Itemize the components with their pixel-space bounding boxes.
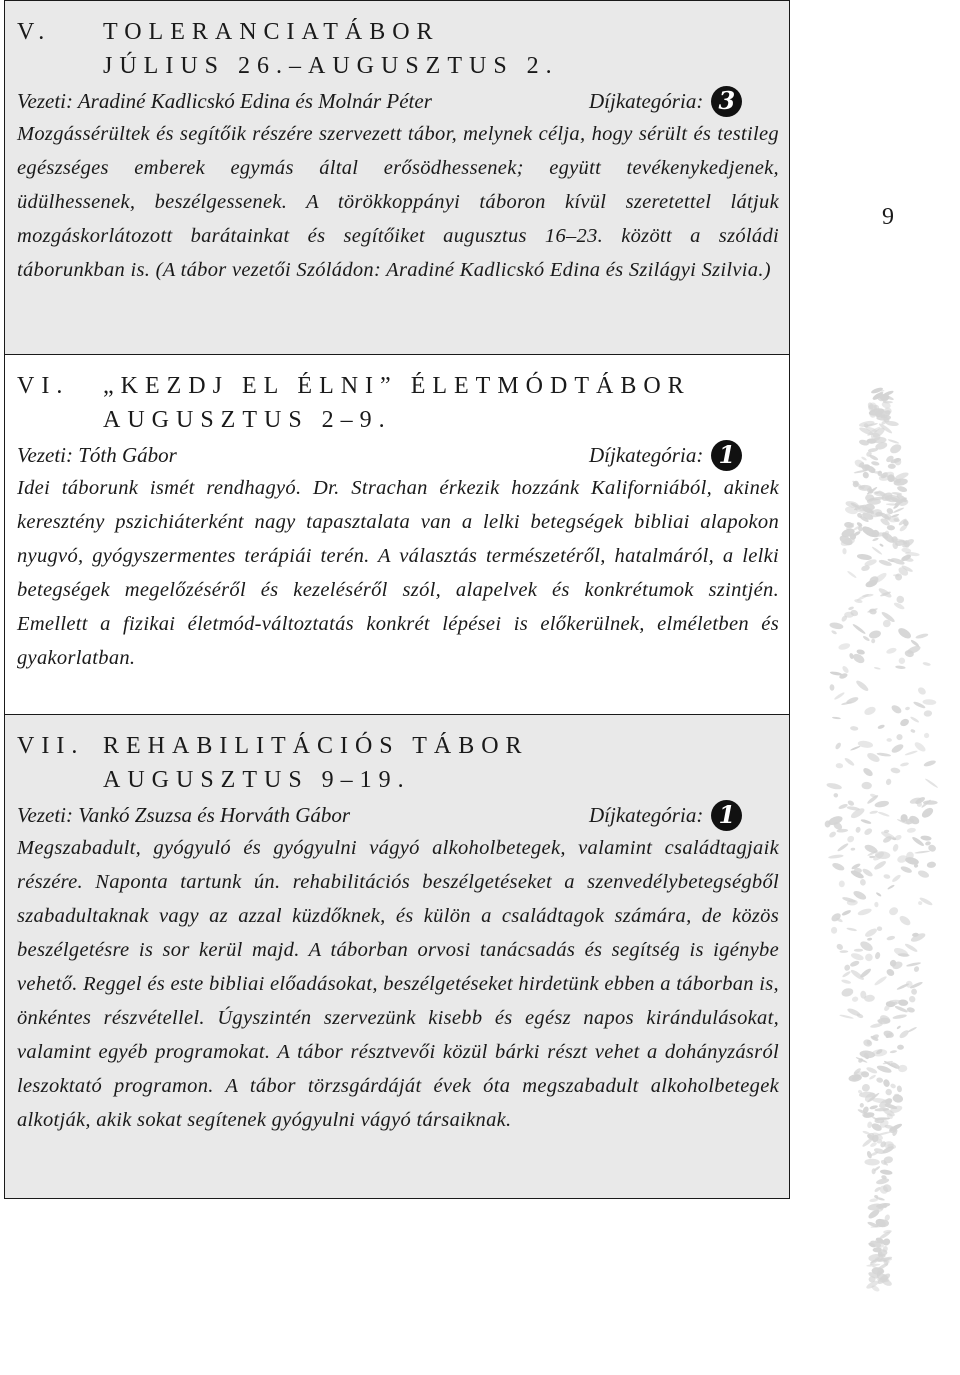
camp-section-rehabilitacios: [4, 715, 790, 1199]
price-category-badge: 1: [711, 440, 742, 471]
section-title: REHABILITÁCIÓS TÁBOR: [103, 733, 529, 759]
camp-description: Mozgássérültek és segítőik részére szervezett tábor, melynek célja, hogy sérült és testileg egészséges emberek egymás által erősödhessenek; együtt tevékenykedjenek, üdülhessenek, beszélgessenek. A törökkoppányi táboron kívül szeretettel látjuk mozgáskorlátozott barátainkat és segítőiket augusztus 16–23. között a szóládi táborunkban is. (A tábor vezetői Szóládon: Aradiné Kadlicskó Edina és Szilágyi Szilvia.): [17, 123, 779, 281]
camp-description: Idei táborunk ismét rendhagyó. Dr. Strachan érkezik hozzánk Kaliforniából, akinek keresztény pszichiáterként nagy tapasztalata van a lelki betegségek bibliai alapokon nyugvó, gyógyszermentes terápiái terén. A választás természetéről, hatalmáról, a lelki betegségek megelőzéséről és kezeléséről szól, alapelvek és konkrétumok szintjén. Emellett a fizikai életmód-változtatás konkrét lépései is előkerülnek, elméletben és gyakorlatban.: [17, 477, 779, 669]
section-heading: [17, 15, 779, 83]
price-category: [589, 85, 742, 117]
price-category: [589, 799, 742, 831]
leader-row: [17, 85, 779, 117]
camp-section-eletmodtabor: [4, 355, 790, 715]
decorative-cypress-ornament: [820, 380, 940, 1300]
camp-description: Megszabadult, gyógyuló és gyógyulni vágyó alkoholbetegek, valamint családtagjaik részére. Naponta tartunk ún. rehabilitációs beszélgetéseket a szenvedélybetegségből szabadultaknak vagy az azzal küzdőknek, és külön a családtagok számára, de közös beszélgetésre is sor kerül majd. A táborban orvosi tanácsadás és segítség is igénybe vehető. Reggel és este bibliai előadásokat, beszélgetéseket hirdetünk ebben a táborban is, önkéntes részvétellel. Úgyszintén szervezünk kisebb és egész napos kirándulásokat, valamint egyéb programokat. A tábor résztvevői közül bárki részt vehet a dohányzásról leszoktató programon. A tábor törzsgárdáját évek óta megszabadult alkoholbetegek alkotják, akik sokat segítenek gyógyulni vágyó társaiknak.: [17, 837, 779, 1131]
section-heading: [17, 369, 779, 437]
price-category-badge: 1: [711, 800, 742, 831]
section-date: AUGUSZTUS 2–9.: [103, 407, 392, 433]
page-number: 9: [882, 204, 894, 230]
price-category-label: Díjkategória:: [589, 89, 704, 113]
section-date: JÚLIUS 26.–AUGUSZTUS 2.: [103, 53, 559, 79]
section-heading: [17, 729, 779, 797]
camp-leader: Vezeti: Aradiné Kadlicskó Edina és Molnár Péter: [17, 89, 432, 113]
price-category: [589, 439, 742, 471]
section-title: TOLERANCIATÁBOR: [103, 19, 440, 45]
leader-row: [17, 799, 779, 831]
price-category-badge: 3: [711, 86, 742, 117]
section-number: VI.: [17, 373, 70, 399]
camp-leader: Vezeti: Tóth Gábor: [17, 443, 177, 467]
section-number: V.: [17, 19, 52, 45]
camp-leader: Vezeti: Vankó Zsuzsa és Horváth Gábor: [17, 803, 351, 827]
price-category-label: Díjkategória:: [589, 803, 704, 827]
section-number: VII.: [17, 733, 85, 759]
leader-row: [17, 439, 779, 471]
camp-section-toleranciatabor: [4, 0, 790, 355]
price-category-label: Díjkategória:: [589, 443, 704, 467]
section-date: AUGUSZTUS 9–19.: [103, 767, 411, 793]
section-title: „KEZDJ EL ÉLNI” ÉLETMÓDTÁBOR: [103, 373, 691, 399]
